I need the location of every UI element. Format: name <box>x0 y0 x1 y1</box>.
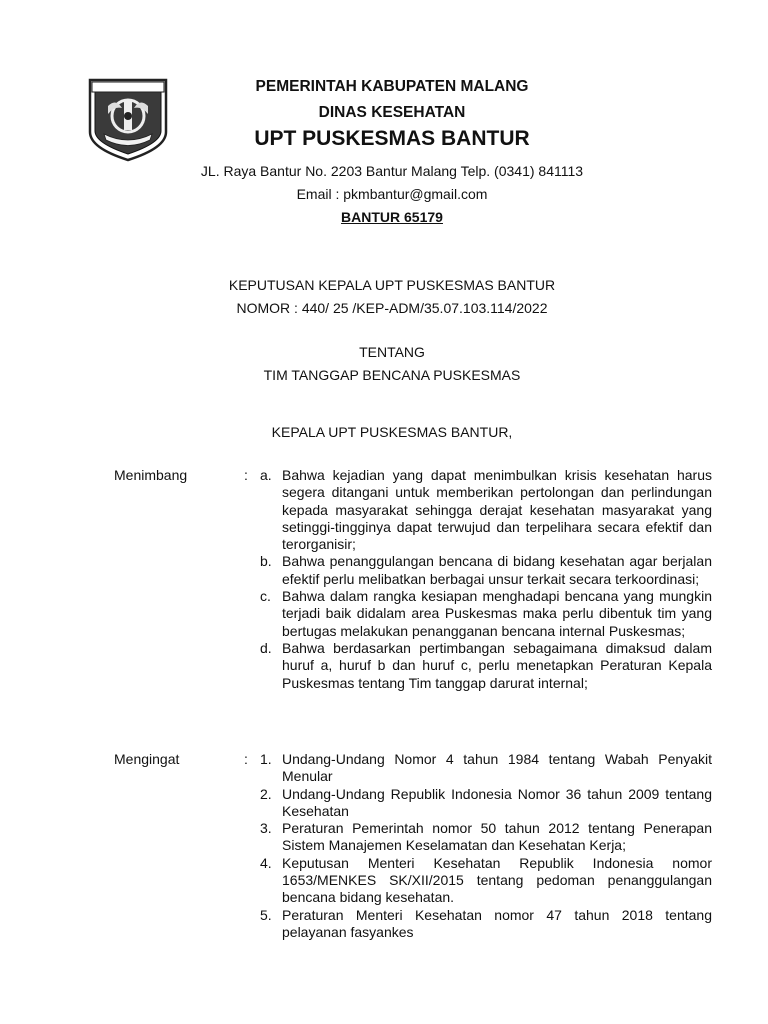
list-item <box>260 588 712 640</box>
header-government: PEMERINTAH KABUPATEN MALANG <box>255 78 529 95</box>
section-colon: : <box>244 751 248 767</box>
header-postal: BANTUR 65179 <box>341 209 443 225</box>
decree-about-label: TENTANG <box>359 344 425 360</box>
header-address: JL. Raya Bantur No. 2203 Bantur Malang Telp. (0341) 841113 <box>200 163 584 179</box>
section-label: Menimbang <box>114 467 188 483</box>
list-item <box>260 751 712 786</box>
list-marker: c. <box>260 588 271 605</box>
list-item <box>260 786 712 821</box>
list-text: Bahwa dalam rangka kesiapan menghadapi bencana yang mungkin terjadi baik didalam area Puskesmas maka perlu dibentuk tim yang bertugas melakukan penangganan bencana internal Puskesmas; <box>282 588 712 639</box>
list-text: Bahwa kejadian yang dapat menimbulkan krisis kesehatan harus segera ditangani untuk memberikan pertolongan dan perlindungan kepada masyarakat sehingga derajat kesehatan masyarakat yang setinggi-tingginya dapat terwujud dan terpelihara secara efektif dan terorganisir; <box>282 467 712 553</box>
list-item <box>260 467 712 553</box>
header-institution: UPT PUSKESMAS BANTUR <box>254 127 530 150</box>
list-marker: 3. <box>260 820 272 837</box>
list-text: Undang-Undang Nomor 4 tahun 1984 tentang Wabah Penyakit Menular <box>282 751 712 785</box>
decree-number: NOMOR : 440/ 25 /KEP-ADM/35.07.103.114/2022 <box>236 300 548 316</box>
list-item <box>260 640 712 692</box>
list-marker: a. <box>260 467 272 483</box>
list-marker: 2. <box>260 785 272 802</box>
list-item <box>260 907 712 942</box>
decree-issuer: KEPALA UPT PUSKESMAS BANTUR, <box>271 424 513 440</box>
list-item <box>260 855 712 907</box>
legal-basis-list <box>260 751 712 941</box>
list-marker: 4. <box>260 854 272 871</box>
decree-title: KEPUTUSAN KEPALA UPT PUSKESMAS BANTUR <box>228 277 556 293</box>
decree-about: TIM TANGGAP BENCANA PUSKESMAS <box>263 367 521 383</box>
list-marker: b. <box>260 553 272 570</box>
list-marker: d. <box>260 639 272 656</box>
list-text: Peraturan Menteri Kesehatan nomor 47 tahun 2018 tentang pelayanan fasyankes <box>282 906 712 940</box>
list-marker: 5. <box>260 906 272 923</box>
section-label: Mengingat <box>114 751 180 767</box>
list-text: Peraturan Pemerintah nomor 50 tahun 2012 tentang Penerapan Sistem Manajemen Keselamatan dan Kesehatan Kerja; <box>282 820 712 854</box>
list-text: Undang-Undang Republik Indonesia Nomor 36 tahun 2009 tentang Kesehatan <box>282 785 712 819</box>
header-agency: DINAS KESEHATAN <box>318 104 466 121</box>
header-email: Email : pkmbantur@gmail.com <box>296 186 488 202</box>
list-text: Bahwa penanggulangan bencana di bidang kesehatan agar berjalan efektif perlu melibatkan berbagai unsur terkait secara terkoordinasi; <box>282 553 712 587</box>
kabupaten-malang-logo <box>86 76 170 162</box>
list-item <box>260 553 712 588</box>
section-colon: : <box>244 467 248 483</box>
list-text: Keputusan Menteri Kesehatan Republik Indonesia nomor 1653/MENKES SK/XII/2015 tentang pedoman penanggulangan bencana bidang kesehatan. <box>282 854 712 906</box>
list-marker: 1. <box>260 751 272 767</box>
list-item <box>260 820 712 855</box>
list-text: Bahwa berdasarkan pertimbangan sebagaimana dimaksud dalam huruf a, huruf b dan huruf c, perlu menetapkan Peraturan Kepala Puskesmas tentang Tim tanggap darurat internal; <box>282 639 712 691</box>
consideration-list <box>260 467 712 692</box>
